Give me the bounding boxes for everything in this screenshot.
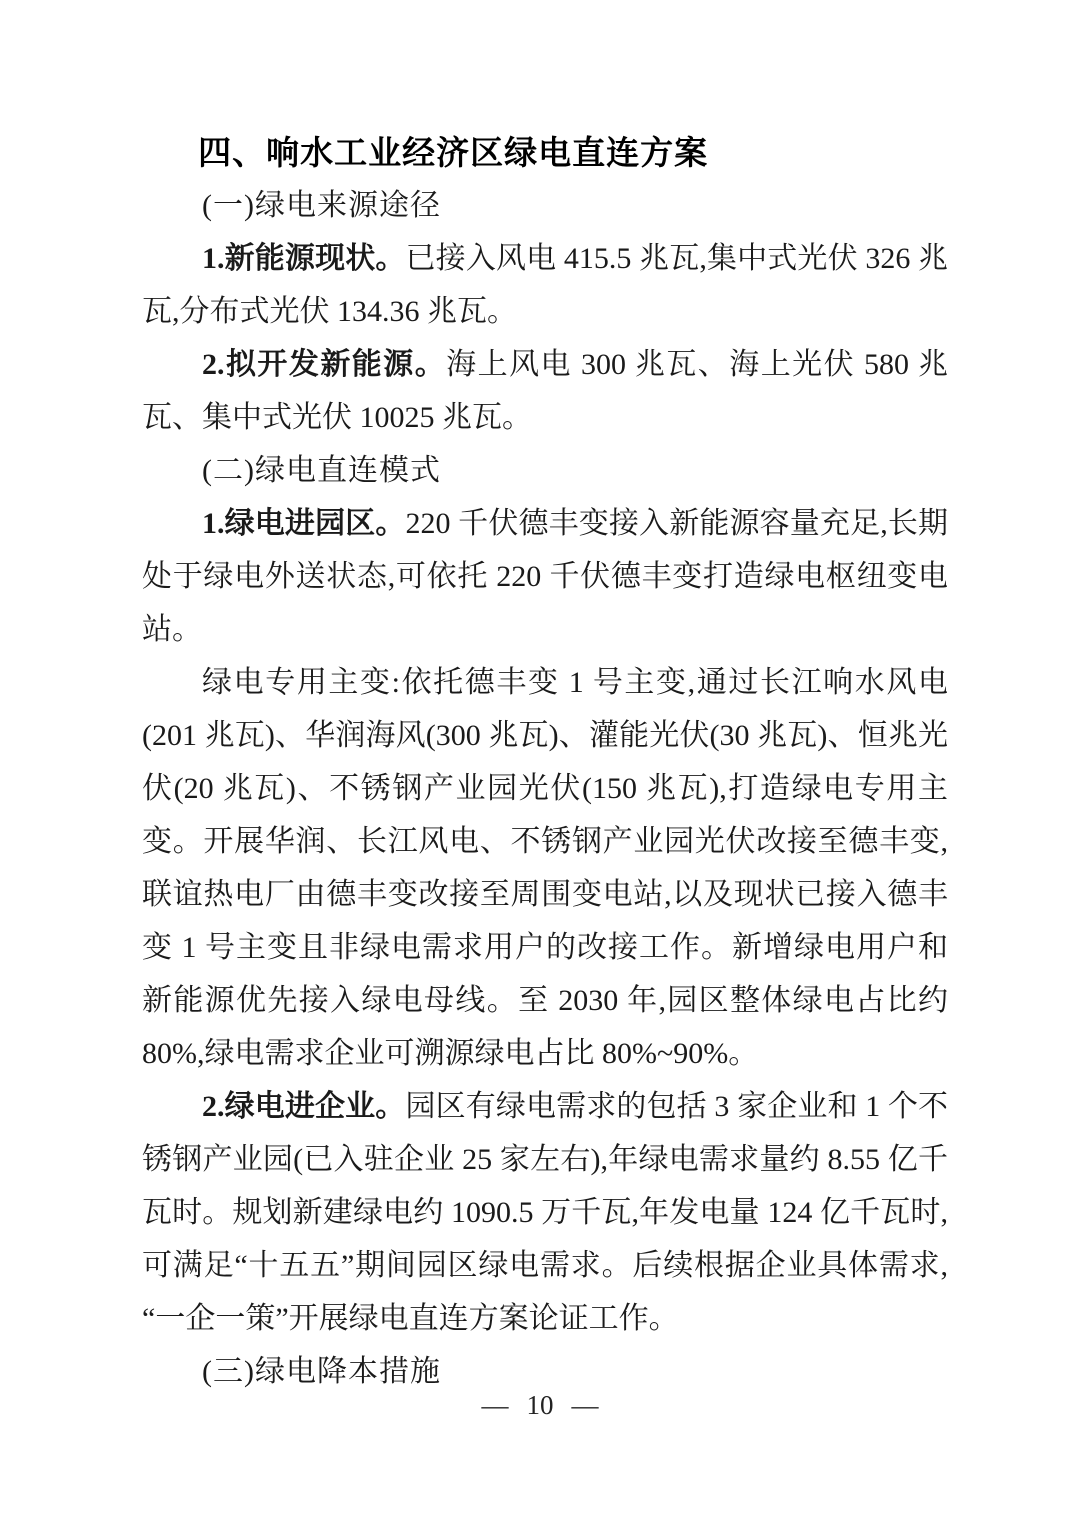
footer-left-dash: — — [481, 1390, 509, 1420]
para-lead: 1.新能源现状。 — [202, 242, 406, 275]
para-text: 220 千伏德丰变接入新能源容量充足,长期处于绿电外送状态,可依托 220 千伏德丰变打造绿电枢纽变电站。 — [142, 507, 949, 646]
subheading-green-power-sources: (一)绿电来源途径 — [202, 189, 441, 222]
para-dedicated-main-transformer — [142, 656, 948, 1080]
section-heading: 四、响水工业经济区绿电直连方案 — [198, 134, 709, 171]
para-text: 绿电专用主变:依托德丰变 1 号主变,通过长江响水风电(201 兆瓦)、华润海风(300 兆瓦)、灌能光伏(30 兆瓦)、恒兆光伏(20 兆瓦)、不锈钢产业园光伏(150 兆瓦),打造绿电专用主变。开展华润、长江风电、不锈钢产业园光伏改接至德丰变,联谊热电厂由德丰变改接至周围变电站,以及现状已接入德丰变 1 号主变且非绿电需求用户的改接工作。新增绿电用户和新能源优先接入绿电母线。至 2030 年,园区整体绿电占比约 80%,绿电需求企业可溯源绿电占比 80%~90%。 — [142, 666, 948, 1070]
para-green-power-to-enterprise — [142, 1080, 948, 1345]
para-new-energy-status — [142, 232, 948, 338]
para-green-power-to-park — [142, 497, 948, 656]
page-number: 10 — [526, 1390, 554, 1420]
subheading-cost-reduction-measures: (三)绿电降本措施 — [202, 1355, 441, 1388]
document-page — [142, 126, 948, 1398]
para-text: 园区有绿电需求的包括 3 家企业和 1 个不锈钢产业园(已入驻企业 25 家左右),年绿电需求量约 8.55 亿千瓦时。规划新建绿电约 1090.5 万千瓦,年发电量 124 亿千瓦时,可满足“十五五”期间园区绿电需求。后续根据企业具体需求,“一企一策”开展绿电直连方案论证工作。 — [142, 1090, 949, 1335]
page-footer — [0, 1390, 1080, 1421]
para-text: 海上风电 300 兆瓦、海上光伏 580 兆瓦、集中式光伏 10025 兆瓦。 — [142, 348, 949, 434]
para-lead: 2.绿电进企业。 — [202, 1090, 406, 1123]
footer-right-dash: — — [571, 1390, 599, 1420]
para-planned-new-energy — [142, 338, 948, 444]
subheading-direct-connection-mode: (二)绿电直连模式 — [202, 454, 441, 487]
para-lead: 2.拟开发新能源。 — [202, 348, 447, 381]
para-text: 已接入风电 415.5 兆瓦,集中式光伏 326 兆瓦,分布式光伏 134.36 兆瓦。 — [142, 242, 949, 328]
para-lead: 1.绿电进园区。 — [202, 507, 406, 540]
